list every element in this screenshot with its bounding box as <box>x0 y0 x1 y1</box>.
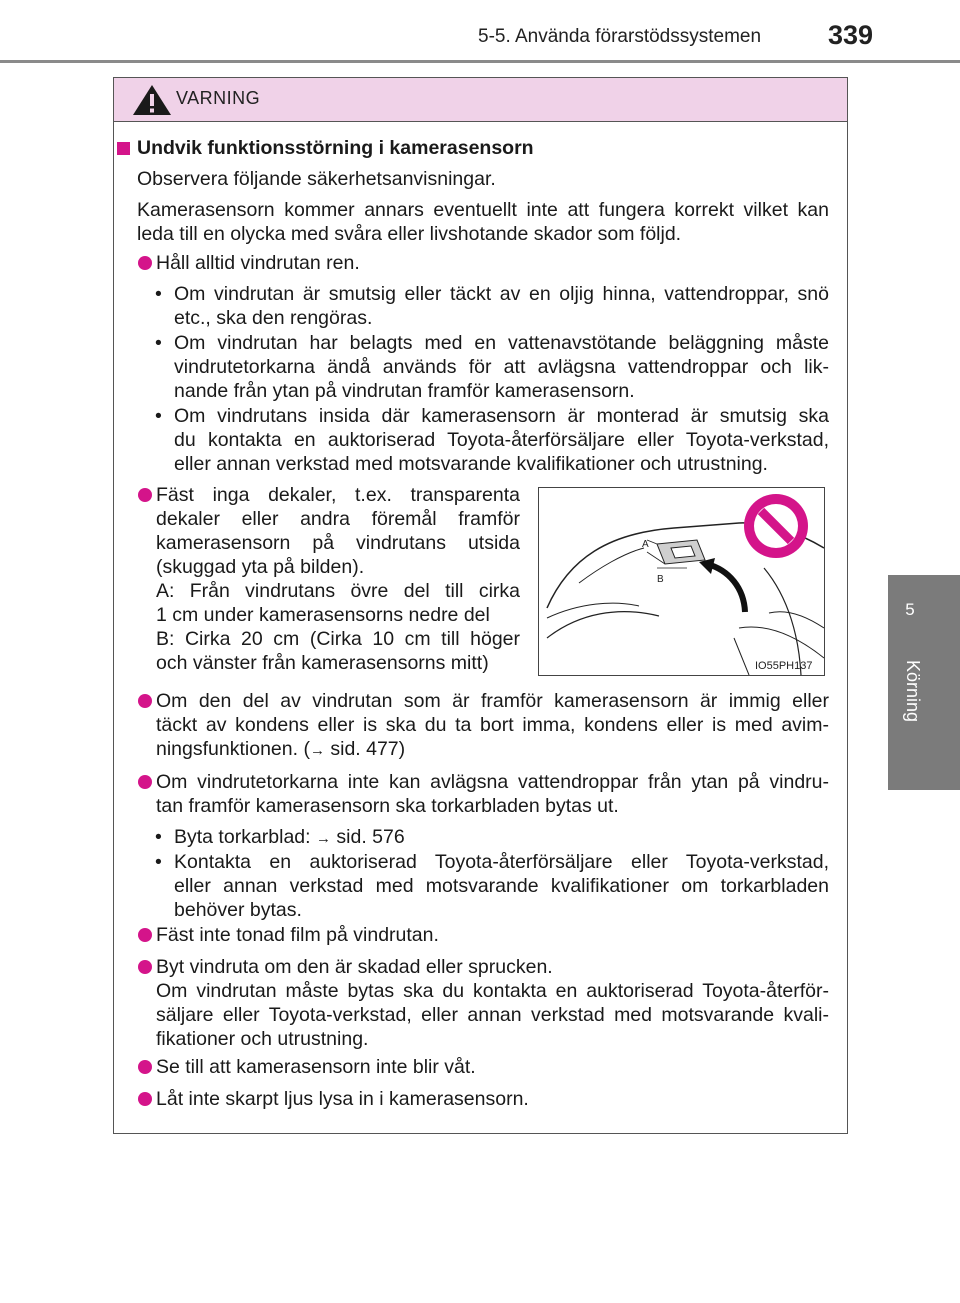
header-divider <box>0 60 960 63</box>
b2-l8: och vänster från kamerasensorns mitt) <box>156 652 489 674</box>
b4-l2: tan framför kamerasensorn ska torkarbladen bytas ut. <box>156 795 619 817</box>
warning-triangle-icon <box>131 83 173 117</box>
b1-sub2-l3: nande från ytan på vindrutan framför kamerasensorn. <box>174 380 635 402</box>
b7-text: Se till att kamerasensorn inte blir våt. <box>156 1056 476 1078</box>
b2-l7: B: Cirka 20 cm (Cirka 10 cm till höger <box>156 628 520 650</box>
windshield-camera-figure <box>538 487 825 676</box>
b2-l2: dekaler eller andra föremål framför <box>156 508 520 530</box>
b2-l1: Fäst inga dekaler, t.ex. transparenta <box>156 484 520 506</box>
bullet-dot-icon <box>138 775 152 789</box>
b1-sub1-l1: Om vindrutan är smutsig eller täckt av en oljig hinna, vattendroppar, snö <box>174 283 829 305</box>
b1-sub3-l2: du kontakta en auktoriserad Toyota-återförsäljare eller Toyota-verkstad, <box>174 429 829 451</box>
page-number: 339 <box>828 20 874 50</box>
warning-header <box>114 78 847 122</box>
sub-bullet-icon: • <box>155 826 162 848</box>
bullet-dot-icon <box>138 694 152 708</box>
bullet-dot-icon <box>138 488 152 502</box>
b5-text: Fäst inte tonad film på vindrutan. <box>156 924 439 946</box>
windshield-illustration <box>539 488 824 675</box>
b4-sub2-l1: Kontakta en auktoriserad Toyota-återförsäljare eller Toyota-verkstad, <box>174 851 829 873</box>
heading-square-icon <box>117 142 130 155</box>
b2-l4: (skuggad yta på bilden). <box>156 556 365 578</box>
chapter-number: 5 <box>905 600 915 619</box>
sub-bullet-icon: • <box>155 283 162 305</box>
bullet-1-text: Håll alltid vindrutan ren. <box>156 252 360 274</box>
b1-sub1-l2: etc., ska den rengöras. <box>174 307 373 329</box>
sub-bullet-icon: • <box>155 851 162 873</box>
sub-bullet-icon: • <box>155 405 162 427</box>
section-title: 5-5. Använda förarstödssystemen <box>478 26 762 47</box>
intro-text-2b: leda till en olycka med svåra eller livshotande skador som följd. <box>137 223 682 245</box>
b2-l3: kamerasensorn på vindrutans utsida <box>156 532 520 554</box>
b1-sub2-l1: Om vindrutan har belagts med en vattenavstötande beläggning måste <box>174 332 829 354</box>
figure-label-b: B <box>657 574 664 585</box>
b6-l3: säljare eller Toyota-verkstad, eller annan verkstad med motsvarande kvali- <box>156 1004 829 1026</box>
b1-sub3-l1: Om vindrutans insida där kamerasensorn är monterad är smutsig ska <box>174 405 829 427</box>
b4-sub1 <box>174 825 405 851</box>
b4-sub2-l2: eller annan verkstad med motsvarande kvalifikationer om torkarbladen <box>174 875 829 897</box>
bullet-dot-icon <box>138 1060 152 1074</box>
chapter-label: Körning <box>903 660 923 723</box>
b2-l5: A: Från vindrutans övre del till cirka <box>156 580 520 602</box>
intro-text-1: Observera följande säkerhetsanvisningar. <box>137 168 496 190</box>
b8-text: Låt inte skarpt ljus lysa in i kamerasensorn. <box>156 1088 529 1110</box>
b3-l3 <box>156 737 405 763</box>
b6-l4: fikationer och utrustning. <box>156 1028 369 1050</box>
arrow-right-icon: → <box>309 742 325 759</box>
warning-title: VARNING <box>176 88 261 108</box>
intro-text-2a: Kamerasensorn kommer annars eventuellt inte att fungera korrekt vilket kan <box>137 199 829 221</box>
arrow-right-icon: → <box>316 830 331 847</box>
b3-l2: täckt av kondens eller is ska du ta bort imma, kondens eller is med avim- <box>156 714 829 736</box>
b1-sub3-l3: eller annan verkstad med motsvarande kvalifikationer och utrustning. <box>174 453 768 475</box>
bullet-dot-icon <box>138 928 152 942</box>
b4-sub2-l3: behöver bytas. <box>174 899 302 921</box>
bullet-dot-icon <box>138 960 152 974</box>
b6-l1: Byt vindruta om den är skadad eller sprucken. <box>156 956 553 978</box>
b1-sub2-l2: vindrutetorkarna ändå används för att avlägsna vattendroppar och lik- <box>174 356 829 378</box>
warning-heading: Undvik funktionsstörning i kamerasensorn <box>137 137 534 159</box>
bullet-dot-icon <box>138 256 152 270</box>
b4-sub1-text: Byta torkarblad: <box>174 826 311 848</box>
figure-caption: IO55PH137 <box>755 660 813 672</box>
sub-bullet-icon: • <box>155 332 162 354</box>
figure-label-a: A <box>642 539 649 550</box>
b2-l6: 1 cm under kamerasensorns nedre del <box>156 604 490 626</box>
page-link-576[interactable]: sid. 576 <box>336 826 405 848</box>
b3-l3-text: ningsfunktionen. ( <box>156 738 310 760</box>
bullet-dot-icon <box>138 1092 152 1106</box>
b6-l2: Om vindrutan måste bytas ska du kontakta en auktoriserad Toyota-återför- <box>156 980 829 1002</box>
page-link-477[interactable]: sid. 477) <box>330 738 406 760</box>
b4-l1: Om vindrutetorkarna inte kan avlägsna vattendroppar från ytan på vindru- <box>156 771 829 793</box>
b3-l1: Om den del av vindrutan som är framför kamerasensorn är immig eller <box>156 690 829 712</box>
